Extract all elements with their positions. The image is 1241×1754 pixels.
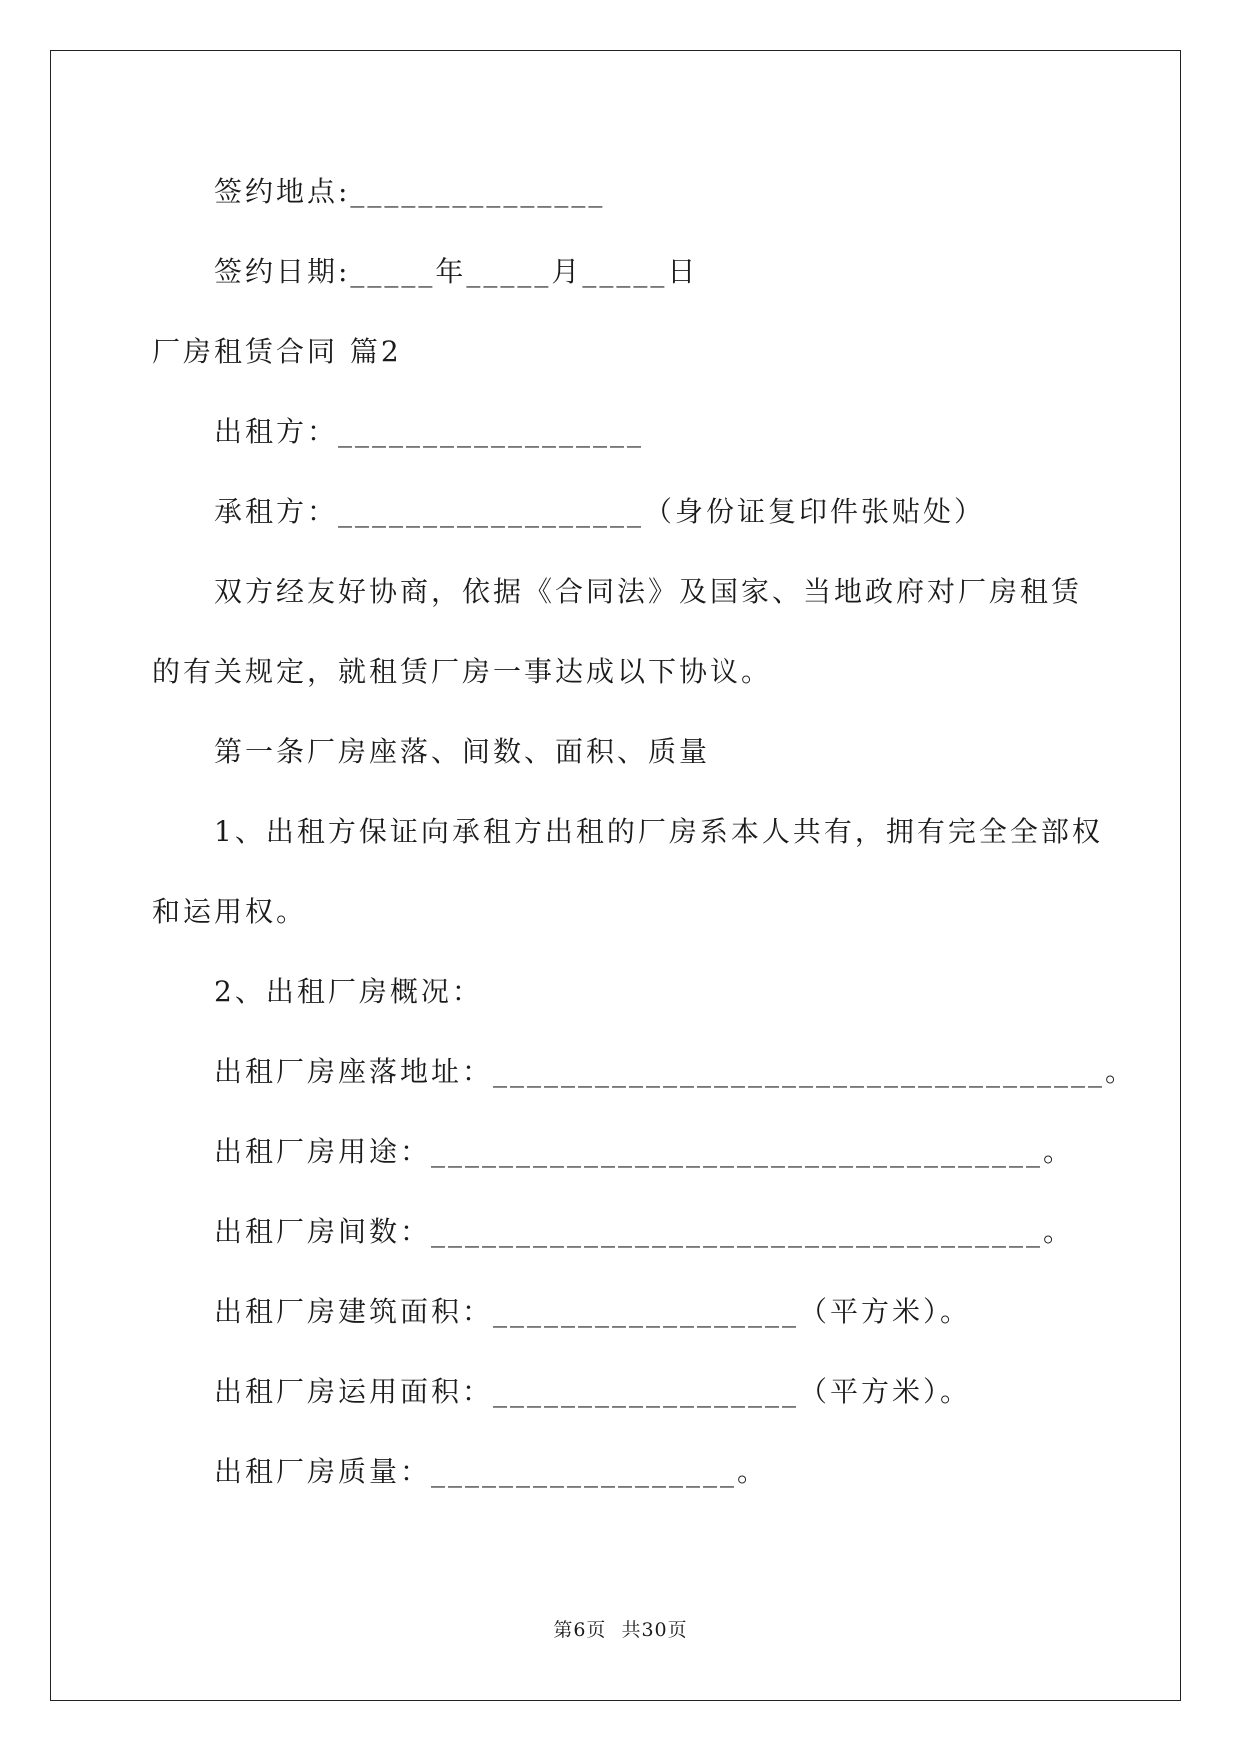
article-one-heading: 第一条厂房座落、间数、面积、质量 (214, 735, 711, 768)
intro-paragraph-line-2: 的有关规定，就租赁厂房一事达成以下协议。 (152, 655, 773, 688)
clause-1-line-2: 和运用权。 (152, 895, 308, 928)
total-pages: 共30页 (621, 1619, 688, 1641)
factory-usage-line: 出租厂房用途：____________________________________。 (214, 1135, 1075, 1168)
clause-1-line-1: 1、出租方保证向承租方出租的厂房系本人共有，拥有完全全部权 (214, 815, 1103, 848)
lessor-line: 出租方：__________________ (214, 415, 645, 448)
intro-paragraph-line-1: 双方经友好协商，依据《合同法》及国家、当地政府对厂房租赁 (214, 575, 1083, 608)
clause-2-heading: 2、出租厂房概况： (214, 975, 483, 1008)
factory-rooms-line: 出租厂房间数：____________________________________。 (214, 1215, 1075, 1248)
section-heading: 厂房租赁合同 篇2 (152, 335, 402, 368)
usable-area-line: 出租厂房运用面积：__________________（平方米）。 (214, 1375, 972, 1408)
signing-place-line: 签约地点:_______________ (214, 175, 606, 208)
current-page-number: 第6页 (553, 1619, 607, 1641)
factory-address-line: 出租厂房座落地址：____________________________________。 (214, 1055, 1137, 1088)
page-footer (0, 1615, 1241, 1642)
signing-date-line: 签约日期:_____年_____月_____日 (214, 255, 699, 288)
factory-quality-line: 出租厂房质量：__________________。 (214, 1455, 769, 1488)
building-area-line: 出租厂房建筑面积：__________________（平方米）。 (214, 1295, 972, 1328)
lessee-line: 承租方：__________________（身份证复印件张贴处） (214, 495, 986, 528)
